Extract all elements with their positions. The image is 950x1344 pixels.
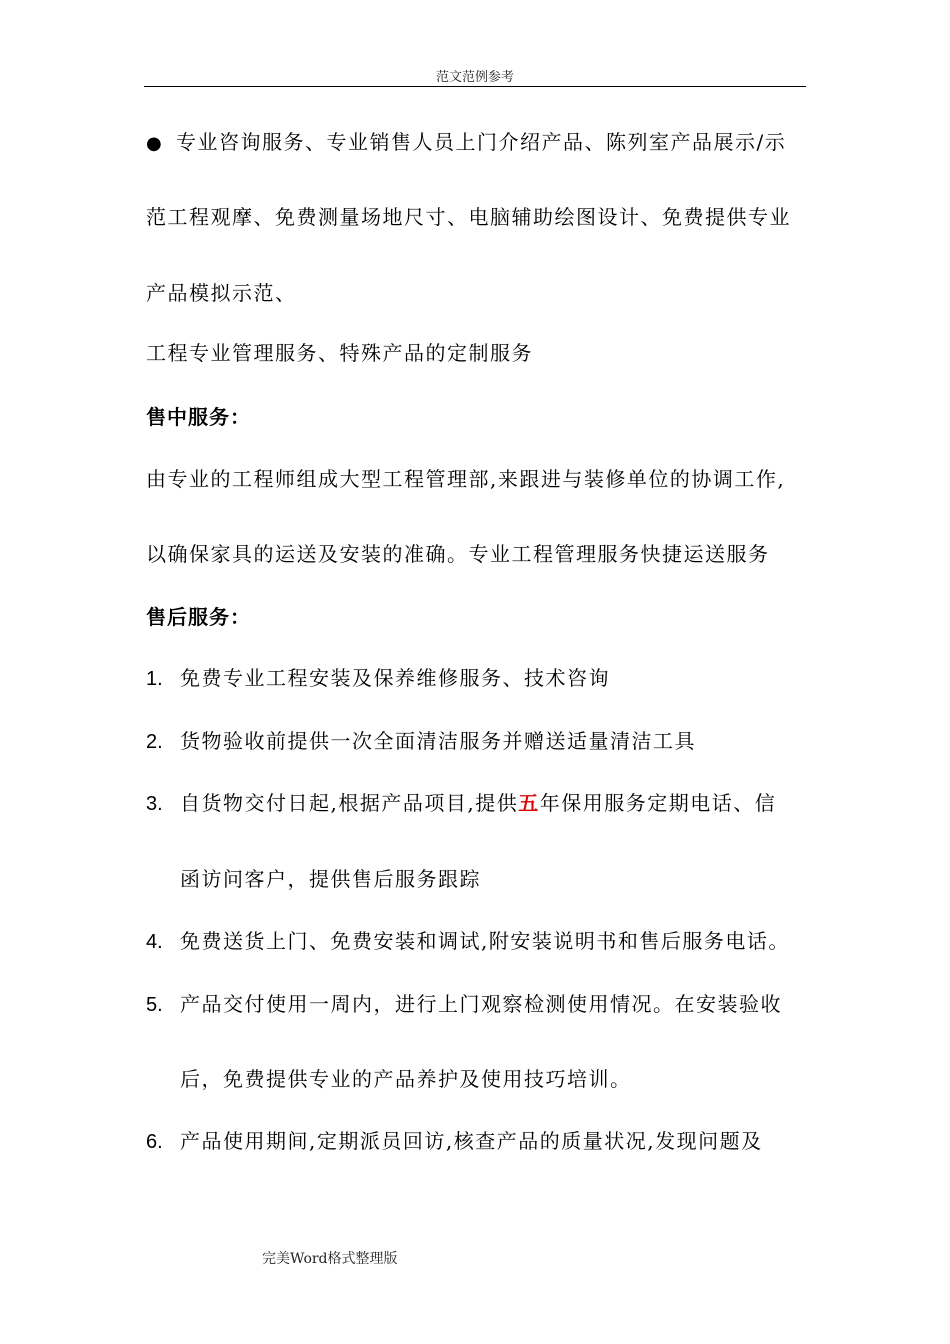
list-text: 自货物交付日起,根据产品项目,提供 bbox=[180, 791, 519, 815]
pre-sale-line-3: 产品模拟示范、 bbox=[146, 281, 297, 305]
list-number: 3. bbox=[146, 793, 163, 815]
list-number: 6. bbox=[146, 1131, 163, 1153]
list-item bbox=[146, 1127, 763, 1156]
pre-sale-line-1 bbox=[146, 128, 786, 158]
after-sale-heading: 售后服务： bbox=[146, 605, 251, 629]
list-number: 2. bbox=[146, 731, 163, 753]
highlight-text: 五 bbox=[518, 791, 540, 815]
list-text: 免费专业工程安装及保养维修服务、技术咨询 bbox=[180, 666, 610, 690]
page-footer: 完美Word格式整理版 bbox=[262, 1251, 398, 1267]
pre-sale-text-1: 专业咨询服务、专业销售人员上门介绍产品、陈列室产品展示/示 bbox=[176, 130, 787, 154]
page-header: 范文范例参考 bbox=[435, 70, 514, 85]
list-text: 产品使用期间,定期派员回访,核查产品的质量状况,发现问题及 bbox=[180, 1129, 763, 1153]
bullet-icon: ● bbox=[146, 133, 164, 154]
list-item bbox=[146, 789, 776, 818]
list-item bbox=[146, 927, 790, 956]
list-item bbox=[146, 990, 782, 1019]
list-item-continuation: 后，免费提供专业的产品养护及使用技巧培训。 bbox=[180, 1067, 632, 1091]
list-text: 免费送货上门、免费安装和调试,附安装说明书和售后服务电话。 bbox=[180, 929, 790, 953]
list-item-continuation: 函访问客户，提供售后服务跟踪 bbox=[180, 867, 481, 891]
in-sale-line-1: 由专业的工程师组成大型工程管理部,来跟进与装修单位的协调工作, bbox=[146, 467, 786, 491]
list-number: 5. bbox=[146, 994, 163, 1016]
list-text: 货物验收前提供一次全面清洁服务并赠送适量清洁工具 bbox=[180, 729, 696, 753]
in-sale-line-2: 以确保家具的运送及安装的准确。专业工程管理服务快捷运送服务 bbox=[146, 542, 770, 566]
list-item bbox=[146, 664, 610, 693]
header-rule bbox=[144, 86, 806, 87]
pre-sale-line-2: 范工程观摩、免费测量场地尺寸、电脑辅助绘图设计、免费提供专业 bbox=[146, 205, 791, 229]
pre-sale-line-4: 工程专业管理服务、特殊产品的定制服务 bbox=[146, 341, 533, 365]
list-number: 4. bbox=[146, 931, 163, 953]
list-item bbox=[146, 727, 696, 756]
list-number: 1. bbox=[146, 668, 163, 690]
in-sale-heading: 售中服务： bbox=[146, 405, 251, 429]
list-text: 产品交付使用一周内，进行上门观察检测使用情况。在安装验收 bbox=[180, 992, 782, 1016]
list-text: 年保用服务定期电话、信 bbox=[539, 791, 777, 815]
